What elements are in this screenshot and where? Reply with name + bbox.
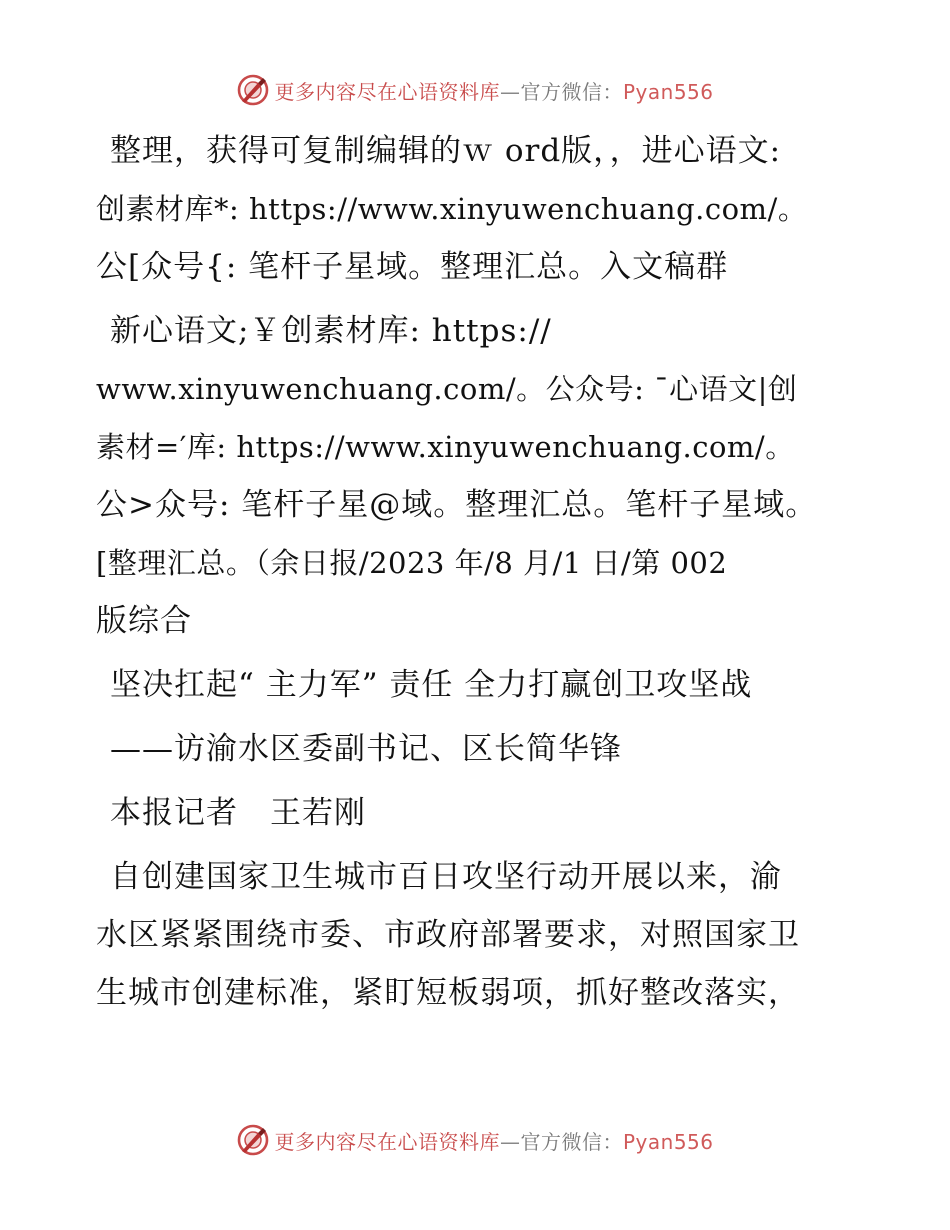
text-line: 整理，获得可复制编辑的ｗ ord版，，进心语文:	[110, 133, 782, 169]
brand-logo-icon	[236, 1123, 270, 1157]
banner-wechat-id: Pyan556	[622, 1129, 714, 1154]
banner-wechat-id: Pyan556	[622, 79, 714, 104]
headline-text: 坚决扛起“ 主力军” 责任 全力打赢创卫攻坚战	[110, 667, 753, 703]
byline-text: 本报记者 王若刚	[110, 795, 366, 831]
text-line: 新心语文;￥创素材库: https://	[110, 313, 552, 349]
article-byline	[96, 784, 856, 842]
subtitle-text: ——访渝水区委副书记、区长简华锋	[110, 731, 622, 767]
footer-watermark-banner	[0, 1120, 950, 1160]
header-watermark-banner	[0, 70, 950, 110]
banner-label-text: 官方微信：	[520, 79, 623, 104]
article-body-paragraph	[96, 848, 856, 1022]
text-line: 公[众号{: 笔杆子星域。整理汇总。入文稿群	[96, 249, 729, 285]
text-line: 创素材库*: https://www.xinyuwenchuang.com/。	[96, 192, 808, 226]
banner-separator: —	[499, 1129, 521, 1154]
text-line: 公>众号: 笔杆子星@域。整理汇总。笔杆子星域。	[96, 487, 818, 523]
article-headline	[96, 656, 856, 714]
text-line: 生城市创建标准，紧盯短板弱项，抓好整改落实，	[96, 975, 800, 1011]
text-line: 自创建国家卫生城市百日攻坚行动开展以来，渝	[110, 859, 782, 895]
text-line: [整理汇总。（余日报/2023 年/8 月/1 日/第 002	[96, 546, 728, 580]
document-body	[96, 122, 856, 1028]
intro-paragraph-1	[96, 122, 856, 296]
article-subtitle	[96, 720, 856, 778]
brand-logo-icon	[236, 73, 270, 107]
banner-label-text: 官方微信：	[520, 1129, 623, 1154]
banner-separator: —	[499, 79, 521, 104]
text-line: 水区紧紧围绕市委、市政府部署要求，对照国家卫	[96, 917, 800, 953]
text-line: 版综合	[96, 603, 192, 639]
banner-brand-text: 更多内容尽在心语资料库	[274, 1129, 500, 1154]
text-line: www.xinyuwenchuang.com/。公众号: ¯心语文|创	[96, 372, 798, 406]
text-line: 素材=′库: https://www.xinyuwenchuang.com/。	[96, 430, 795, 464]
intro-paragraph-2	[96, 302, 856, 650]
banner-brand-text: 更多内容尽在心语资料库	[274, 79, 500, 104]
